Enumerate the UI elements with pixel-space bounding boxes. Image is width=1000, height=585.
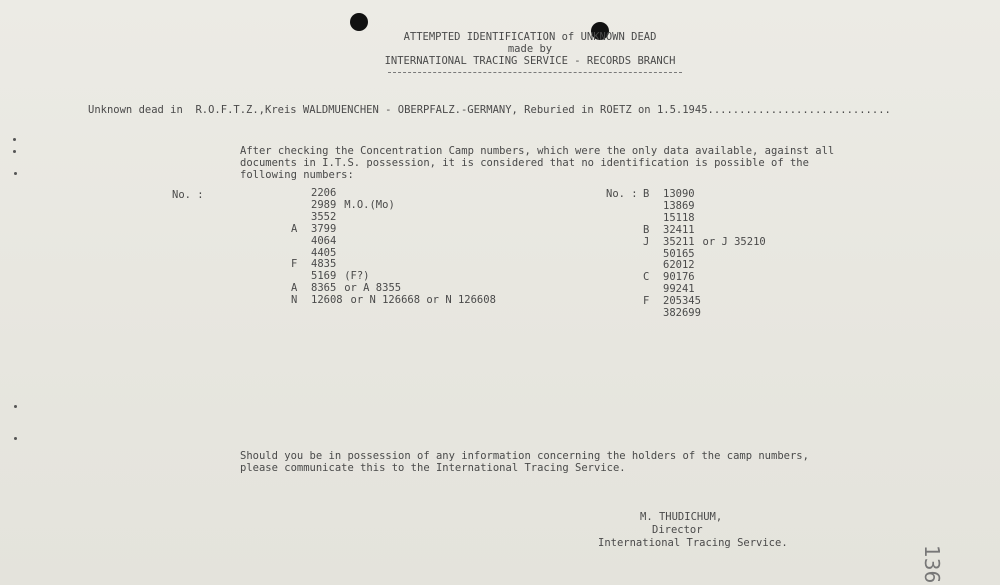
left-list-note: (F?) — [344, 270, 370, 283]
right-list-label: No. : — [606, 188, 638, 200]
margin-mark — [14, 405, 17, 408]
left-list-prefix: A — [291, 222, 298, 235]
right-list-number: 50165 — [663, 247, 695, 260]
right-list-number: 382699 — [663, 307, 701, 319]
left-list-number: 12608 — [311, 294, 343, 307]
left-list-note: or N 126668 or N 126608 — [350, 294, 496, 307]
punch-hole-left — [350, 13, 368, 31]
left-list-note: M.O.(Mo) — [344, 198, 395, 211]
margin-mark — [13, 150, 16, 153]
right-list-number: 205345 — [663, 295, 701, 308]
right-list-prefix: F — [643, 295, 650, 308]
left-list-number: 3799 — [311, 222, 337, 235]
left-list-label: No. : — [172, 189, 204, 201]
right-list-number: 90176 — [663, 271, 695, 284]
left-list-number: 8365 — [311, 282, 337, 295]
left-list-prefix: F — [291, 258, 298, 271]
right-list-number: 13869 — [663, 199, 695, 212]
body-line-3: following numbers: — [240, 169, 354, 181]
closing-line-1: Should you be in possession of any information concerning the holders of the camp numbers, — [240, 450, 809, 462]
signature-name: M. THUDICHUM, — [640, 511, 723, 523]
header-title: ATTEMPTED IDENTIFICATION of UNKNOWN DEAD — [403, 31, 657, 43]
right-list-number: 13090 — [663, 188, 695, 200]
right-list-number: 99241 — [663, 283, 695, 296]
left-list-number: 4064 — [311, 234, 337, 247]
right-list-number: 62012 — [663, 259, 695, 272]
left-list-number: 2206 — [311, 187, 337, 199]
left-list-prefix: N — [291, 294, 298, 307]
left-list-number: 4405 — [311, 246, 337, 259]
body-line-2: documents in I.T.S. possession, it is considered that no identification is possible of the — [240, 157, 809, 169]
margin-mark — [14, 172, 17, 175]
left-list-prefix: A — [291, 282, 298, 295]
right-list-prefix: C — [643, 271, 650, 284]
body-line-1: After checking the Concentration Camp numbers, which were the only data available, against all — [240, 145, 835, 157]
unknown-dead-line: Unknown dead in R.O.F.T.Z.,Kreis WALDMUENCHEN - OBERPFALZ.-GERMANY, Reburied in ROETZ on 1.5.1945............................. — [88, 104, 891, 116]
right-list-number: 35211 — [663, 235, 695, 248]
right-list-note: or J 35210 — [702, 235, 766, 248]
signature-organization: International Tracing Service. — [598, 537, 788, 549]
closing-line-2: please communicate this to the International Tracing Service. — [240, 462, 626, 474]
margin-mark — [13, 138, 16, 141]
margin-mark — [14, 437, 17, 440]
right-list-number: 15118 — [663, 211, 695, 224]
header-rule — [388, 72, 682, 73]
header-subtitle: made by — [507, 43, 553, 55]
left-list-number: 2989 — [311, 198, 337, 211]
header-organization: INTERNATIONAL TRACING SERVICE - RECORDS BRANCH — [384, 55, 676, 67]
right-list-number: 32411 — [663, 223, 695, 236]
left-list-number: 4835 — [311, 258, 337, 271]
page-number: 136 — [920, 545, 944, 584]
signature-title: Director — [652, 524, 703, 536]
left-list-number: 3552 — [311, 210, 337, 223]
right-list-prefix: J — [643, 235, 650, 248]
right-list-prefix: B — [643, 188, 650, 200]
left-list-number: 5169 — [311, 270, 337, 283]
left-list-note: or A 8355 — [344, 282, 402, 295]
right-list-prefix: B — [643, 223, 650, 236]
